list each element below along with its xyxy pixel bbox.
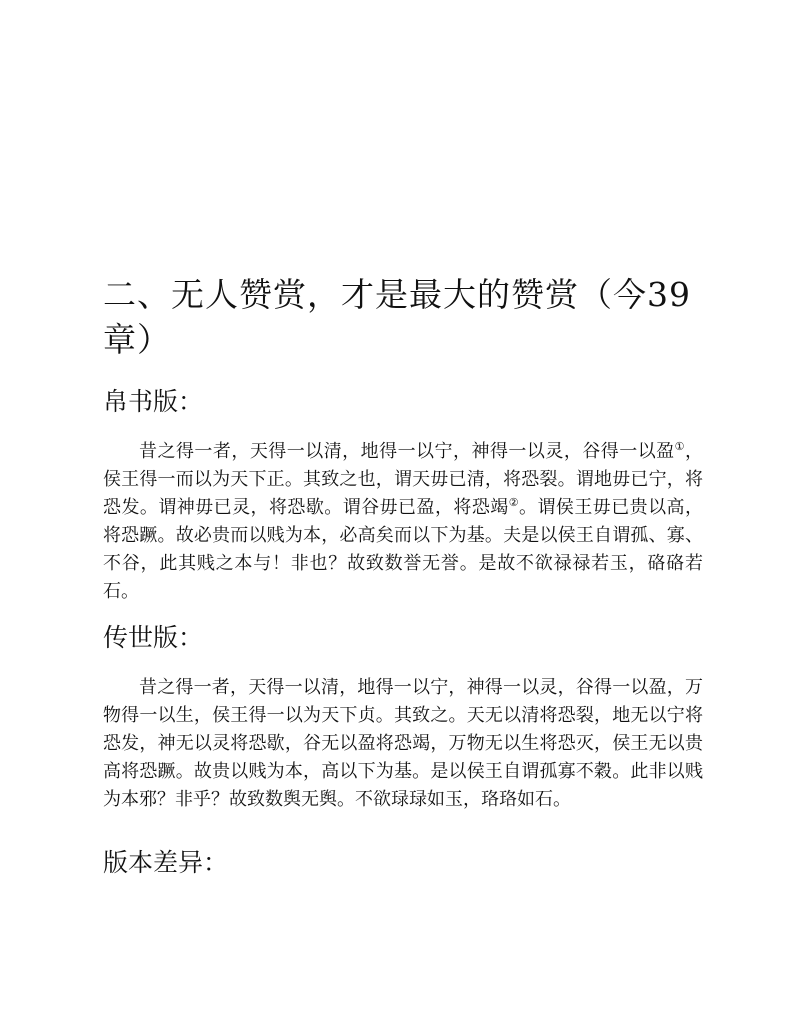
section-heading-diff: 版本差异： [103,848,229,877]
footnote-marker-2[interactable]: ② [508,496,520,509]
chapter-title: 二、无人赞赏，才是最大的赞赏（今39章） [103,275,691,359]
section-heading-boshu: 帛书版： [103,387,204,416]
boshu-paragraph [103,438,703,606]
chuanshi-paragraph: 昔之得一者，天得一以清，地得一以宁，神得一以灵，谷得一以盈，万物得一以生，侯王得一以为天下贞。其致之。天无以清将恐裂，地无以宁将恐发，神无以灵将恐歇，谷无以盈将恐竭，万物无以生将恐灭，侯王无以贵高将恐蹶。故贵以贱为本，高以下为基。是以侯王自谓孤寡不穀。此非以贱为本邪？非乎？故致数舆无舆。不欲琭琭如玉，珞珞如石。 [103,677,703,810]
boshu-text-part-3: 。谓侯王毋已贵以高，将恐蹶。故必贵而以贱为本，必高矣而以下为基。夫是以侯王自谓孤、寡、不谷，此其贱之本与！非也？故致数誉无誉。是故不欲禄禄若玉，硌硌若石。 [103,497,704,602]
boshu-text-part-1: 昔之得一者，天得一以清，地得一以宁，神得一以灵，谷得一以盈 [139,441,675,462]
footnote-marker-1[interactable]: ① [674,440,685,453]
boshu-text-part-2: ，侯王得一而以为天下正。其致之也，谓天毋已清，将恐裂。谓地毋已宁，将恐发。谓神毋已灵，将恐歇。谓谷毋已盈，将恐竭 [103,441,703,518]
section-heading-chuanshi: 传世版： [103,623,204,652]
